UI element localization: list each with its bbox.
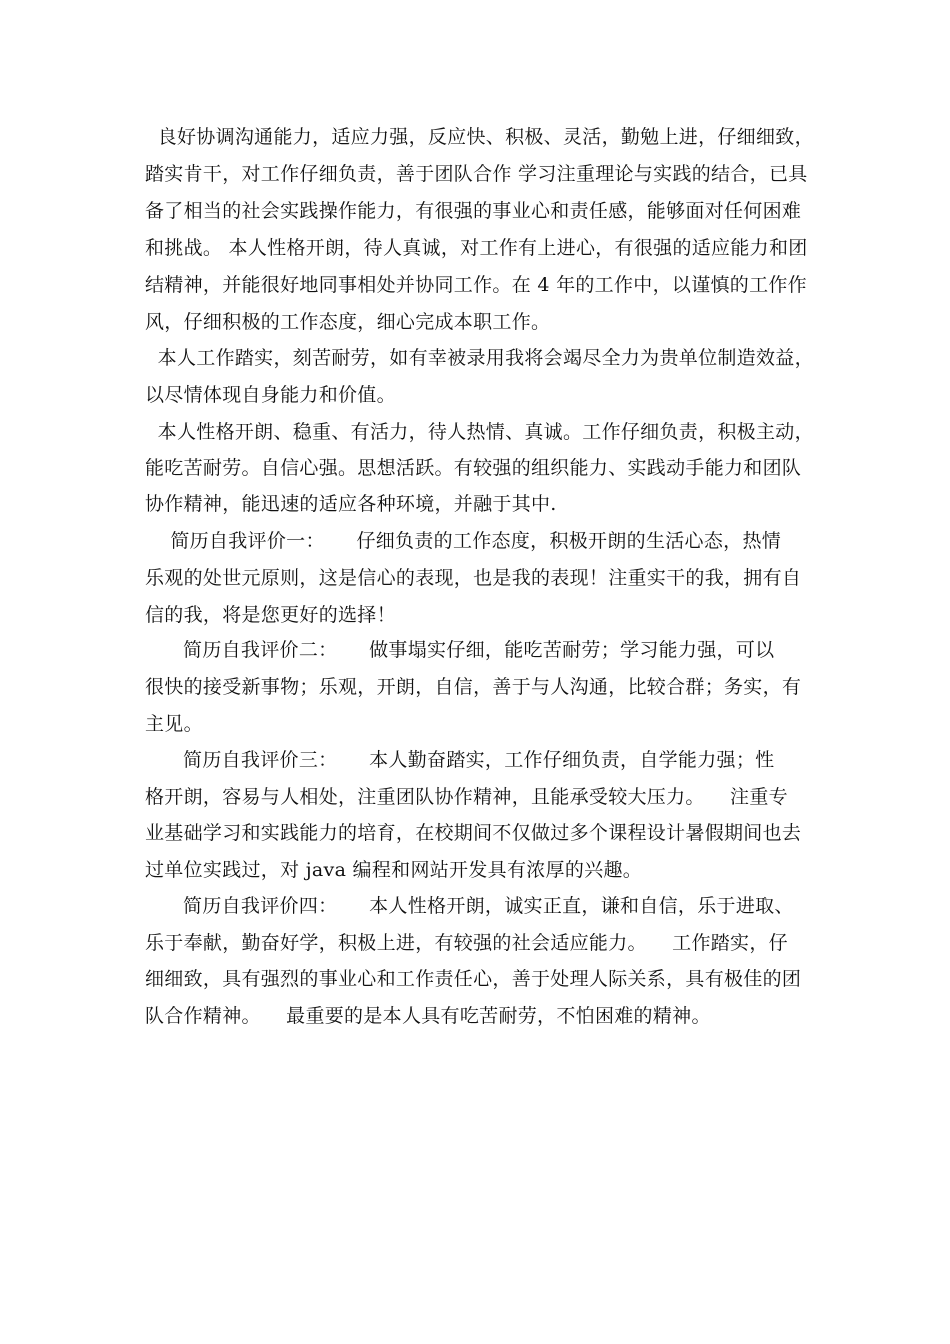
text-line: 信的我，将是您更好的选择！	[145, 604, 396, 626]
text-line: 过单位实践过，对 java 编程和网站开发具有浓厚的兴趣。	[145, 859, 643, 881]
text-line: 乐观的处世元原则，这是信心的表现，也是我的表现！注重实干的我，拥有自	[145, 567, 802, 589]
text-line: 队合作精神。 最重要的是本人具有吃苦耐劳，不怕困难的精神。	[145, 1005, 711, 1027]
text-line: 能吃苦耐劳。自信心强。思想活跃。有较强的组织能力、实践动手能力和团队	[145, 457, 802, 479]
text-line: 以尽情体现自身能力和价值。	[145, 384, 396, 406]
text-line: 和挑战。 本人性格开朗，待人真诚，对工作有上进心，有很强的适应能力和团	[145, 237, 808, 259]
text-line: 很快的接受新事物；乐观，开朗，自信，善于与人沟通，比较合群；务实，有	[145, 676, 802, 698]
text-line: 细细致，具有强烈的事业心和工作责任心，善于处理人际关系，具有极佳的团	[145, 968, 802, 990]
text-line: 简历自我评价二： 做事塌实仔细，能吃苦耐劳；学习能力强，可以	[145, 639, 775, 661]
text-line: 简历自我评价四： 本人性格开朗，诚实正直，谦和自信，乐于进取、	[145, 895, 794, 917]
text-line: 乐于奉献，勤奋好学，积极上进，有较强的社会适应能力。 工作踏实，仔	[145, 932, 788, 954]
text-line: 本人工作踏实，刻苦耐劳，如有幸被录用我将会竭尽全力为贵单位制造效益，	[145, 347, 814, 369]
text-line: 结精神，并能很好地同事相处并协同工作。在 4 年的工作中，以谨慎的工作作	[145, 274, 807, 296]
text-line: 格开朗，容易与人相处，注重团队协作精神，且能承受较大压力。 注重专	[145, 786, 788, 808]
text-line: 协作精神，能迅速的适应各种环境，并融于其中.	[145, 493, 557, 515]
text-line: 良好协调沟通能力，适应力强，反应快、积极、灵活，勤勉上进，仔细细致，	[145, 126, 814, 148]
text-line: 简历自我评价一： 仔细负责的工作态度，积极开朗的生活心态，热情	[145, 530, 782, 552]
text-line: 简历自我评价三： 本人勤奋踏实，工作仔细负责，自学能力强；性	[145, 749, 775, 771]
text-line: 踏实肯干，对工作仔细负责，善于团队合作 学习注重理论与实践的结合，已具	[145, 163, 808, 185]
text-line: 主见。	[145, 713, 203, 735]
text-line: 风，仔细积极的工作态度，细心完成本职工作。	[145, 311, 551, 333]
text-line: 本人性格开朗、稳重、有活力，待人热情、真诚。工作仔细负责，积极主动，	[145, 421, 814, 443]
text-line: 备了相当的社会实践操作能力，有很强的事业心和责任感，能够面对任何困难	[145, 200, 802, 222]
text-line: 业基础学习和实践能力的培育，在校期间不仅做过多个课程设计暑假期间也去	[145, 822, 802, 844]
